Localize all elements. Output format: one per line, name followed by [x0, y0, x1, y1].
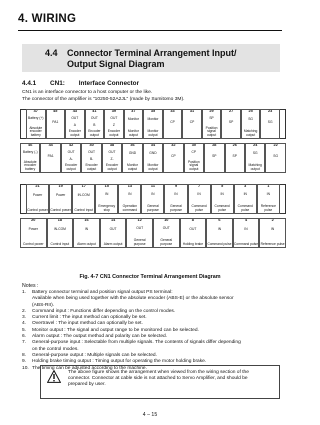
pin-number: 32 [171, 143, 176, 148]
pin-signal: PA1 [52, 119, 59, 124]
pin-signal: OUT [67, 150, 75, 155]
pin-description: Monitor output [147, 129, 159, 138]
pin-description: General purpose [146, 204, 159, 213]
pin-cell [241, 109, 261, 139]
pin-number: 1 [267, 184, 270, 189]
pin-signal: SG [252, 151, 258, 156]
pin-description: Encoder output [107, 129, 121, 137]
pin-number: 17 [81, 184, 86, 189]
intro-line-2: The connector of the amplifier is "10250-52A2JL" (made by Sumitomo 3M). [22, 97, 185, 102]
pin-signal: Z [112, 122, 115, 127]
pin-cell [104, 109, 124, 139]
pin-number: 42 [69, 143, 74, 148]
pin-cell [124, 109, 144, 139]
pin-number: 19 [58, 184, 63, 189]
pin-cell [126, 218, 153, 248]
pin-number: 14 [110, 218, 116, 223]
pin-number: 43 [72, 109, 77, 114]
pin-row-47-23 [26, 109, 280, 139]
pin-signal: SG [267, 119, 273, 124]
pin-cell [233, 218, 260, 248]
pin-description: Monitor output [126, 163, 138, 172]
pin-signal: IN-COM [53, 227, 66, 232]
pin-cell [47, 218, 74, 248]
pin-description: Encoder output [68, 129, 81, 137]
pin-number: 47 [33, 109, 38, 114]
pin-signal: IN [244, 227, 248, 232]
pin-band-upper [20, 109, 286, 139]
pin-number: 10 [164, 218, 169, 223]
warning-text: The above figure shows the arrangement when viewed from the wiring section of the connector. Connector at cable side is not attached to Servo Amplifier, and should be prepared by user. [68, 370, 249, 388]
pin-signal: SP [209, 116, 214, 121]
pin-band-lower [20, 143, 286, 173]
pin-number: 29 [209, 109, 214, 114]
pin-number: 33 [170, 109, 175, 114]
pin-number: 39 [111, 109, 116, 114]
pin-signal: OUT [90, 116, 98, 121]
pin-number: 15 [104, 184, 109, 189]
pin-number: 23 [268, 109, 273, 114]
pin-number: 38 [109, 143, 115, 148]
pin-number: 31 [189, 109, 195, 114]
pin-cell [122, 143, 142, 173]
pin-description: General purpose [170, 204, 182, 213]
pin-cell [221, 109, 241, 139]
pin-signal: IN [243, 192, 247, 197]
note-number: 5. [22, 327, 27, 333]
pin-description: Encoder output [105, 163, 119, 171]
pin-cell [245, 143, 265, 173]
note-text: Battery connector terminal and position signal output PS terminal: Available when being used together with the absolute encoder (ABS-E) or the absolute sensor (ABS-RII). [32, 290, 234, 308]
pin-signal: CP [171, 153, 176, 158]
pin-signal: OUT [189, 227, 197, 232]
pin-cell [164, 184, 187, 214]
pin-signal: IN [151, 192, 155, 197]
pin-band-lower [20, 218, 286, 248]
pin-number: 26 [232, 143, 237, 148]
pin-description: Absolute encoder battery [29, 125, 43, 137]
pin-number: 2 [271, 218, 274, 223]
note-text: Alarm output : The output method and polarity can be selected. [32, 334, 168, 340]
pin-description: Command pulse [191, 204, 207, 213]
pin-row-21-1 [26, 184, 280, 214]
pin-signal: SP [212, 153, 217, 158]
pin-cell [100, 218, 127, 248]
pin-signal: OUT [136, 226, 144, 231]
pin-description: Position signal output [187, 159, 200, 171]
pin-description: Monitor output [147, 163, 159, 172]
pin-number: 27 [228, 109, 234, 114]
pin-description: Emergency stop [98, 204, 116, 213]
pin-signal: IN [84, 227, 89, 232]
pin-number: 16 [84, 218, 89, 223]
pin-number: 18 [57, 218, 62, 223]
note-text: Command input : Functions differ depending on the control modes. [32, 308, 176, 314]
pin-number: 22 [273, 143, 278, 148]
pin-signal: A- [69, 156, 73, 161]
pin-diagram-upper [20, 109, 286, 173]
note-number: 7. [22, 340, 27, 346]
pin-number: 5 [221, 184, 224, 189]
pin-description: Control power [27, 207, 48, 212]
pin-signal: Power [55, 193, 66, 198]
pin-signal: GND [128, 151, 137, 156]
note-item [22, 290, 284, 309]
pin-number: 9 [174, 184, 178, 189]
pin-description: Operation command [122, 204, 138, 213]
pin-signal: OUT [71, 116, 79, 121]
pin-cell [234, 184, 257, 214]
pin-signal: IN [217, 227, 222, 232]
pin-cell [61, 143, 81, 173]
pin-cell [184, 143, 204, 173]
pin-description: Encoder output [88, 129, 101, 137]
section-title-line2: Output Signal Diagram [67, 59, 165, 69]
pin-cell [265, 143, 285, 173]
pin-cell [143, 143, 163, 173]
pin-description: Command pulse [214, 204, 230, 213]
note-number: 3. [22, 315, 27, 321]
pin-cell [26, 184, 49, 214]
pin-signal: Power [28, 227, 38, 232]
pin-cell [202, 109, 222, 139]
subsection-title: Interface Connector [78, 80, 140, 87]
pin-signal: IN [128, 192, 132, 197]
pin-number: 25 [248, 109, 253, 114]
pin-signal: OUT [88, 150, 96, 155]
subsection-cn: CN1: [50, 80, 65, 87]
pin-description: Position signal output [205, 125, 218, 137]
pin-description: Control input [50, 241, 70, 246]
pin-row-46-22 [20, 143, 286, 173]
pin-description: Alarm output [103, 241, 123, 246]
pin-number: 12 [137, 218, 142, 223]
pin-number: 41 [92, 109, 97, 114]
pin-signal: IN [266, 192, 270, 197]
pin-cell [46, 109, 66, 139]
pin-signal: Battery (-) [22, 150, 38, 155]
pin-signal: OUT [162, 226, 170, 231]
chapter-rule [18, 30, 282, 31]
pin-description: Control power [50, 207, 71, 212]
pin-band-upper [20, 184, 286, 214]
pin-signal: SG [273, 153, 279, 158]
note-number: 9. [22, 359, 27, 365]
pin-signal: SG [248, 117, 253, 122]
note-text: Monitor output : The signal and output range to be monitored can be selected. [32, 327, 199, 333]
pin-cell [20, 218, 47, 248]
pin-number: 4 [244, 218, 248, 223]
section-number: 4.4 [45, 48, 58, 58]
pin-cell [163, 109, 183, 139]
pin-signal: OUT [108, 150, 116, 155]
pin-cell [73, 218, 100, 248]
note-number: 6. [22, 334, 27, 340]
pin-number: 36 [130, 143, 135, 148]
pin-diagram-lower [20, 184, 286, 248]
pin-cell [260, 109, 280, 139]
pin-cell [40, 143, 60, 173]
pin-cell [26, 109, 46, 139]
pin-description: Holding brake [182, 241, 204, 246]
pin-cell [118, 184, 141, 214]
note-text: The timing can be adjusted according to the machine. [32, 365, 147, 371]
pin-number: 21 [35, 184, 40, 189]
pin-cell [95, 184, 118, 214]
notes-header: Notes : [22, 283, 39, 289]
pin-number: 30 [191, 143, 196, 148]
pin-number: 46 [28, 143, 33, 148]
section-heading-box [22, 44, 280, 72]
pin-number: 34 [150, 143, 156, 148]
pin-number: 45 [53, 109, 58, 114]
pin-number: 7 [198, 184, 201, 189]
pin-cell [204, 143, 224, 173]
pin-signal: SP [228, 119, 234, 124]
pin-description: General purpose [133, 238, 146, 247]
pin-description: Monitor output [127, 129, 139, 138]
pin-number: 37 [131, 109, 136, 114]
pin-signal: B [93, 122, 96, 127]
pin-description: Encoder output [85, 163, 98, 171]
pin-row-20-2 [20, 218, 286, 248]
pin-description: Encoder output [64, 163, 78, 171]
pin-description: Absolute encoder battery [23, 159, 37, 171]
pin-description: Matching output [248, 163, 262, 172]
note-text: Current limit : The input method can optionally be set. [32, 315, 147, 321]
page-number: 4 – 15 [142, 412, 158, 418]
intro-line-1: CN1 is an interface connector to a host computer or the like. [22, 90, 153, 95]
pin-number: 11 [150, 184, 155, 189]
note-text: Holding brake timing output : Timing output for operating the motor holding brake. [32, 359, 207, 365]
pin-signal: Monitor [147, 117, 159, 122]
pin-signal: GND [149, 151, 157, 156]
pin-signal: IN-COM [77, 193, 90, 198]
pin-number: 44 [48, 143, 53, 148]
pin-cell [102, 143, 122, 173]
pin-description: Command pulse [234, 241, 259, 246]
pin-description: Control power [23, 241, 44, 246]
note-number: 10. [22, 365, 29, 371]
pin-signal: Battery (+) [28, 116, 44, 121]
note-number: 1. [22, 290, 27, 295]
pin-cell [49, 184, 72, 214]
note-number: 4. [22, 321, 27, 327]
pin-number: 6 [218, 218, 221, 223]
pin-signal: Monitor [127, 117, 139, 122]
pin-number: 3 [244, 184, 247, 189]
pin-signal: OUT [110, 116, 118, 121]
pin-cell [141, 184, 164, 214]
pin-cell [153, 218, 180, 248]
warning-box [40, 365, 280, 399]
pin-signal: PA1 [47, 153, 54, 158]
chapter-title: 4. WIRING [18, 13, 77, 25]
pin-description: Alarm output [77, 241, 96, 246]
pin-signal: CP [170, 119, 175, 124]
pin-cell [20, 143, 40, 173]
note-text: Overtravel : The input method can optionally be set. [32, 321, 143, 327]
pin-cell [81, 143, 101, 173]
pin-signal: IN [197, 192, 201, 197]
pin-description: Reference pulse [260, 241, 285, 246]
pin-signal: IN [105, 192, 109, 197]
note-number: 8. [22, 352, 27, 358]
pin-signal: B- [89, 156, 94, 161]
pin-cell [182, 109, 202, 139]
note-text: General-purpose output : Multiple signals can be selected. [32, 352, 157, 358]
pin-signal: SP [232, 153, 237, 158]
warning-icon [47, 370, 61, 383]
pin-number: 24 [253, 143, 258, 148]
pin-cell [65, 109, 85, 139]
pin-number: 40 [89, 143, 94, 148]
pin-cell [143, 109, 163, 139]
pin-cell [72, 184, 95, 214]
pin-cell [206, 218, 233, 248]
pin-cell [225, 143, 245, 173]
subsection-number: 4.4.1 [22, 80, 37, 87]
pin-number: 13 [127, 184, 132, 189]
note-item [22, 340, 284, 353]
notes-list [22, 290, 284, 372]
pin-cell [259, 218, 286, 248]
pin-description: Command pulse [207, 241, 232, 246]
pin-cell [257, 184, 280, 214]
pin-description: Control input [74, 207, 94, 212]
pin-signal: Power [32, 193, 43, 198]
pin-number: 35 [150, 109, 156, 114]
pin-signal: Z- [110, 156, 114, 161]
pin-number: 28 [212, 143, 217, 148]
pin-cell [163, 143, 183, 173]
figure-caption: Fig. 4-7 CN1 Connector Terminal Arrangement Diagram [79, 274, 221, 280]
note-number: 2. [22, 308, 27, 314]
pin-cell [188, 184, 211, 214]
pin-signal: CP [191, 150, 197, 155]
pin-description: General purpose [160, 238, 173, 247]
pin-cell [180, 218, 207, 248]
pin-signal: IN [174, 192, 178, 197]
pin-description: Command pulse [237, 204, 253, 213]
pin-signal: IN [220, 192, 224, 197]
subsection-heading [22, 80, 151, 87]
pin-description: Reference pulse [260, 204, 276, 213]
pin-signal: A [73, 122, 76, 127]
note-text: General-purpose input : Selectable from multiple signals. The contents of signals differ depending on the control modes. [32, 340, 241, 352]
pin-description: Matching output [243, 129, 258, 138]
pin-cell [211, 184, 234, 214]
pin-number: 8 [191, 218, 194, 223]
pin-signal: CP [189, 119, 195, 124]
pin-number: 20 [31, 218, 36, 223]
pin-cell [85, 109, 105, 139]
pin-signal: OUT [109, 227, 117, 232]
pin-signal: IN [270, 227, 275, 232]
section-title-line1: Connector Terminal Arrangement Input/ [67, 48, 237, 58]
